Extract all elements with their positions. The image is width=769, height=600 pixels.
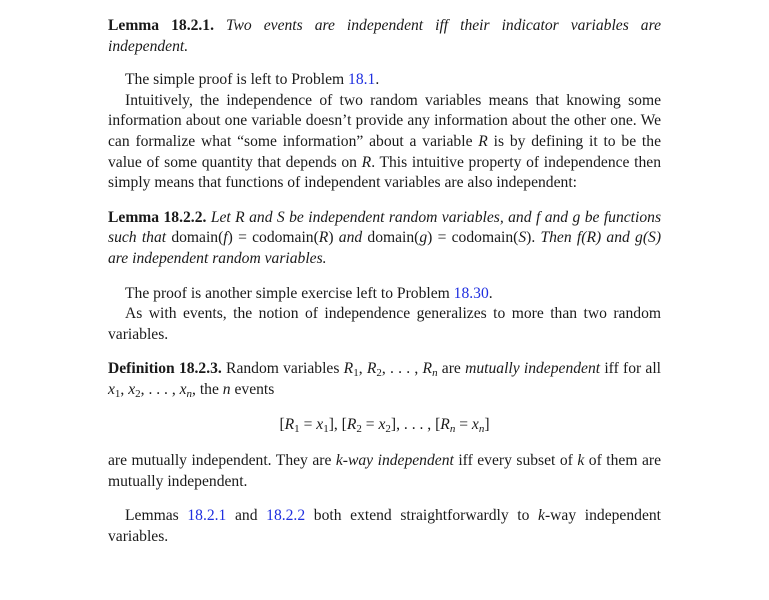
problem-link-18-1[interactable]: 18.1 [348, 71, 376, 89]
lemma-link-18-2-2[interactable]: 18.2.2 [266, 507, 306, 525]
text: be functions such that [108, 208, 662, 247]
math-eq1: domain(f) = codomain(R) [171, 229, 334, 247]
text: The simple proof is left to Problem [125, 71, 349, 89]
text: , the [192, 380, 223, 398]
text: of them are mutually independent. [108, 452, 661, 490]
text: both extend straightforwardly to [305, 507, 539, 525]
text: and [540, 208, 573, 226]
defined-term: k-way independent [335, 452, 454, 470]
text: The proof is another simple exercise left to Problem [125, 284, 454, 302]
lemma-statement: Two events are independent iff their indicator variables are independent. [108, 17, 661, 55]
math-var: k [577, 452, 585, 470]
math-var: k [538, 507, 545, 525]
lemma-label: Lemma 18.2.2. [108, 208, 207, 226]
text: and [333, 229, 368, 247]
definition-18-2-3 [108, 359, 661, 400]
math-var: R [478, 132, 488, 150]
lemma-link-18-2-1[interactable]: 18.2.1 [187, 507, 227, 525]
definition-continuation [108, 451, 661, 492]
text: and [244, 208, 277, 226]
lemma-18-2-2 [108, 208, 661, 270]
math-var: f [535, 208, 541, 226]
text: Then [535, 229, 577, 247]
text: . This intuitive property of independence then simply means that functions of independent variables are also independent: [108, 153, 661, 192]
math-gS: g(S) [635, 229, 662, 247]
document-page [108, 16, 661, 547]
text: -way independent variables. [108, 507, 661, 545]
paragraph-proof-exercise [108, 284, 661, 305]
math-var: g [572, 208, 581, 226]
text: iff for all [600, 360, 661, 378]
paragraph-lemmas-extend [108, 506, 661, 547]
text: are independent random variables. [108, 249, 327, 267]
text: Let [210, 208, 236, 226]
text: are [437, 360, 466, 378]
math-xs: $x_1$, $x_2$, . . . , $x_n$ [108, 380, 193, 400]
math-eq2: domain(g) = codomain(S). [367, 229, 536, 247]
problem-link-18-30[interactable]: 18.30 [453, 284, 489, 302]
text: iff every subset of [453, 452, 578, 470]
text: Random variables [221, 360, 344, 378]
math-var: n [222, 380, 231, 398]
math-var: R [361, 153, 372, 171]
text: be independent random variables, and [284, 208, 536, 226]
lemma-18-2-1 [108, 16, 661, 57]
math-vars: $R_1$, $R_2$, . . . , $R_n$ [343, 360, 438, 380]
text: is by defining it to be the value of some quantity that depends on [108, 132, 661, 171]
text: events [230, 380, 275, 398]
display-equation: $[R_1 = x_1]$, $[R_2 = x_2]$, . . . , $[R_n = x_n]$ [279, 415, 490, 435]
text: . [488, 284, 493, 302]
math-var: S [276, 208, 285, 226]
definition-label: Definition 18.2.3. [108, 360, 222, 378]
paragraph-generalizes: As with events, the notion of independence generalizes to more than two random variables. [108, 305, 661, 343]
text: Lemmas [125, 507, 188, 525]
defined-term: mutually independent [465, 360, 601, 378]
math-fR: f(R) [576, 229, 602, 247]
text: and [601, 229, 636, 247]
text: . [375, 71, 380, 89]
lemma-label: Lemma 18.2.1. [108, 17, 214, 34]
text: Intuitively, the independence of two random variables means that knowing some information about one variable doesn’t provide any information about the other one. We can formalize what “some information” about a variable [108, 91, 661, 150]
text: are mutually independent. They are [108, 452, 336, 470]
math-var: R [235, 208, 245, 226]
text: and [226, 507, 267, 525]
paragraph-intuition [108, 91, 661, 194]
paragraph-simple-proof [108, 70, 661, 91]
